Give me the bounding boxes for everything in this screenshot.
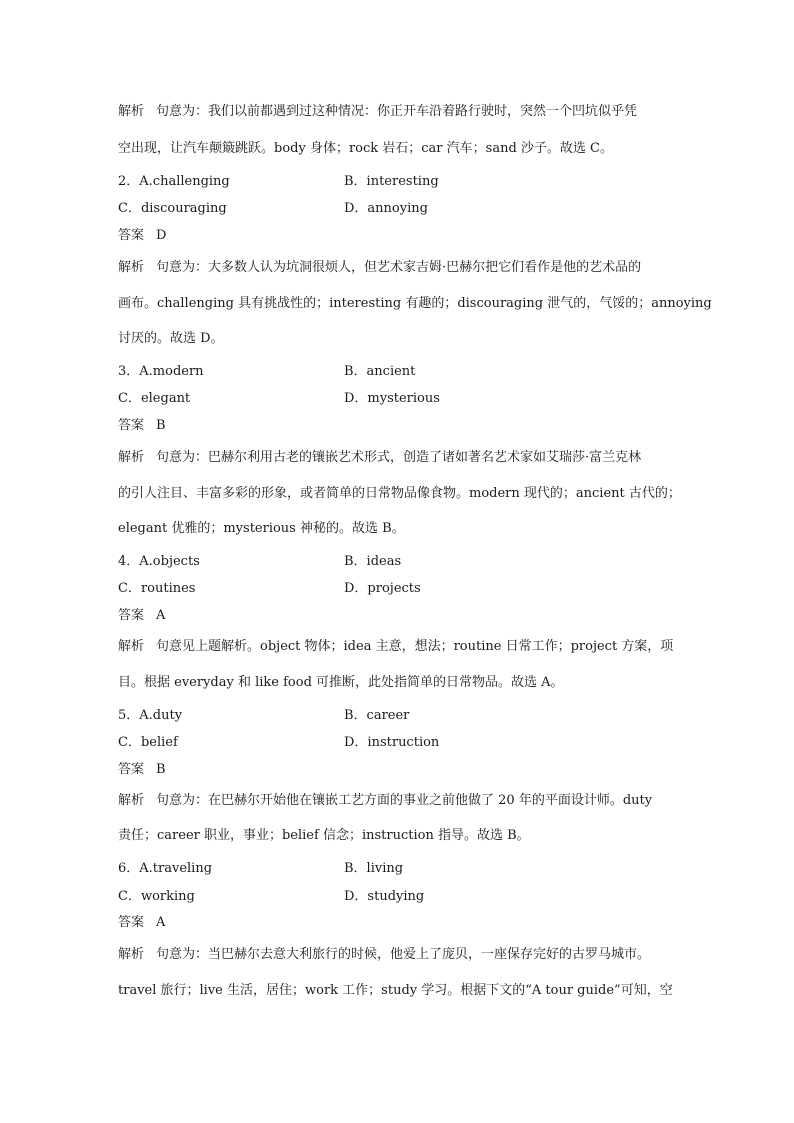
analysis-text: 目。根据 everyday 和 like food 可推断，此处指简单的日常物品。故选 A。 xyxy=(118,675,564,690)
option-b: B．ideas xyxy=(344,554,402,569)
option-d: D．studying xyxy=(344,889,425,904)
answer-label: 答案 xyxy=(118,608,145,623)
option-b: B．career xyxy=(344,708,410,723)
option-c: C．working xyxy=(118,889,195,904)
answer-value: B xyxy=(156,762,166,777)
analysis-label: 解析 xyxy=(118,450,145,465)
answer-line xyxy=(118,758,166,777)
analysis-line xyxy=(118,979,673,998)
analysis-text: 画布。challenging 具有挑战性的；interesting 有趣的；discouraging 泄气的，气馁的；annoying xyxy=(118,296,712,311)
answer-value: A xyxy=(156,915,166,930)
answer-line xyxy=(118,911,165,930)
answer-value: B xyxy=(156,418,166,433)
analysis-line xyxy=(118,137,613,156)
analysis-text: 讨厌的。故选 D。 xyxy=(118,331,224,346)
answer-line xyxy=(118,414,166,433)
analysis-line xyxy=(118,635,673,654)
option-b: B．ancient xyxy=(344,364,416,379)
analysis-line xyxy=(118,943,650,962)
answer-value: D xyxy=(156,228,167,243)
option-a: 3．A.modern xyxy=(118,364,204,379)
option-c: C．elegant xyxy=(118,391,191,406)
answer-line xyxy=(118,224,166,243)
option-d: D．projects xyxy=(344,581,421,596)
answer-label: 答案 xyxy=(118,228,145,243)
option-c: C．routines xyxy=(118,581,196,596)
analysis-line xyxy=(118,517,405,536)
analysis-label: 解析 xyxy=(118,260,145,275)
analysis-line xyxy=(118,789,652,808)
analysis-label: 解析 xyxy=(118,639,145,654)
analysis-text: 句意为：我们以前都遇到过这种情况：你正开车沿着路行驶时，突然一个凹坑似乎凭 xyxy=(156,104,638,119)
analysis-text: 句意为：大多数人认为坑洞很烦人，但艺术家吉姆·巴赫尔把它们看作是他的艺术品的 xyxy=(156,260,642,275)
analysis-line xyxy=(118,100,637,119)
answer-value: A xyxy=(156,608,166,623)
option-b: B．interesting xyxy=(344,174,439,189)
analysis-label: 解析 xyxy=(118,947,145,962)
option-c: C．belief xyxy=(118,735,178,750)
analysis-text: 句意为：巴赫尔利用古老的镶嵌艺术形式，创造了诸如著名艺术家如艾瑞莎·富兰克林 xyxy=(156,450,642,465)
analysis-line xyxy=(118,671,564,690)
answer-label: 答案 xyxy=(118,915,145,930)
option-b: B．living xyxy=(344,861,404,876)
analysis-line xyxy=(118,824,530,843)
analysis-text: 句意为：在巴赫尔开始他在镶嵌工艺方面的事业之前他做了 20 年的平面设计师。duty xyxy=(156,793,653,808)
analysis-text: 责任；career 职业，事业；belief 信念；instruction 指导。故选 B。 xyxy=(118,828,530,843)
analysis-line xyxy=(118,482,681,501)
option-a: 2．A.challenging xyxy=(118,174,230,189)
option-a: 4．A.objects xyxy=(118,554,200,569)
analysis-line xyxy=(118,256,641,275)
option-d: D．mysterious xyxy=(344,391,440,406)
analysis-text: 空出现，让汽车颠簸跳跃。body 身体；rock 岩石；car 汽车；sand 沙子。故选 C。 xyxy=(118,141,613,156)
option-a: 6．A.traveling xyxy=(118,861,213,876)
answer-label: 答案 xyxy=(118,762,145,777)
answer-label: 答案 xyxy=(118,418,145,433)
analysis-line xyxy=(118,292,712,311)
analysis-line xyxy=(118,446,641,465)
analysis-label: 解析 xyxy=(118,793,145,808)
option-d: D．annoying xyxy=(344,201,428,216)
analysis-text: travel 旅行；live 生活，居住；work 工作；study 学习。根据下文的“A tour guide”可知，空 xyxy=(118,983,673,998)
analysis-label: 解析 xyxy=(118,104,145,119)
analysis-text: 句意见上题解析。object 物体；idea 主意，想法；routine 日常工作；project 方案，项 xyxy=(156,639,674,654)
analysis-text: elegant 优雅的；mysterious 神秘的。故选 B。 xyxy=(118,521,405,536)
analysis-text: 句意为：当巴赫尔去意大利旅行的时候，他爱上了庞贝，一座保存完好的古罗马城市。 xyxy=(156,947,651,962)
analysis-line xyxy=(118,327,224,346)
analysis-text: 的引人注目、丰富多彩的形象，或者简单的日常物品像食物。modern 现代的；ancient 古代的； xyxy=(118,486,681,501)
option-d: D．instruction xyxy=(344,735,440,750)
answer-line xyxy=(118,604,165,623)
option-c: C．discouraging xyxy=(118,201,227,216)
option-a: 5．A.duty xyxy=(118,708,183,723)
